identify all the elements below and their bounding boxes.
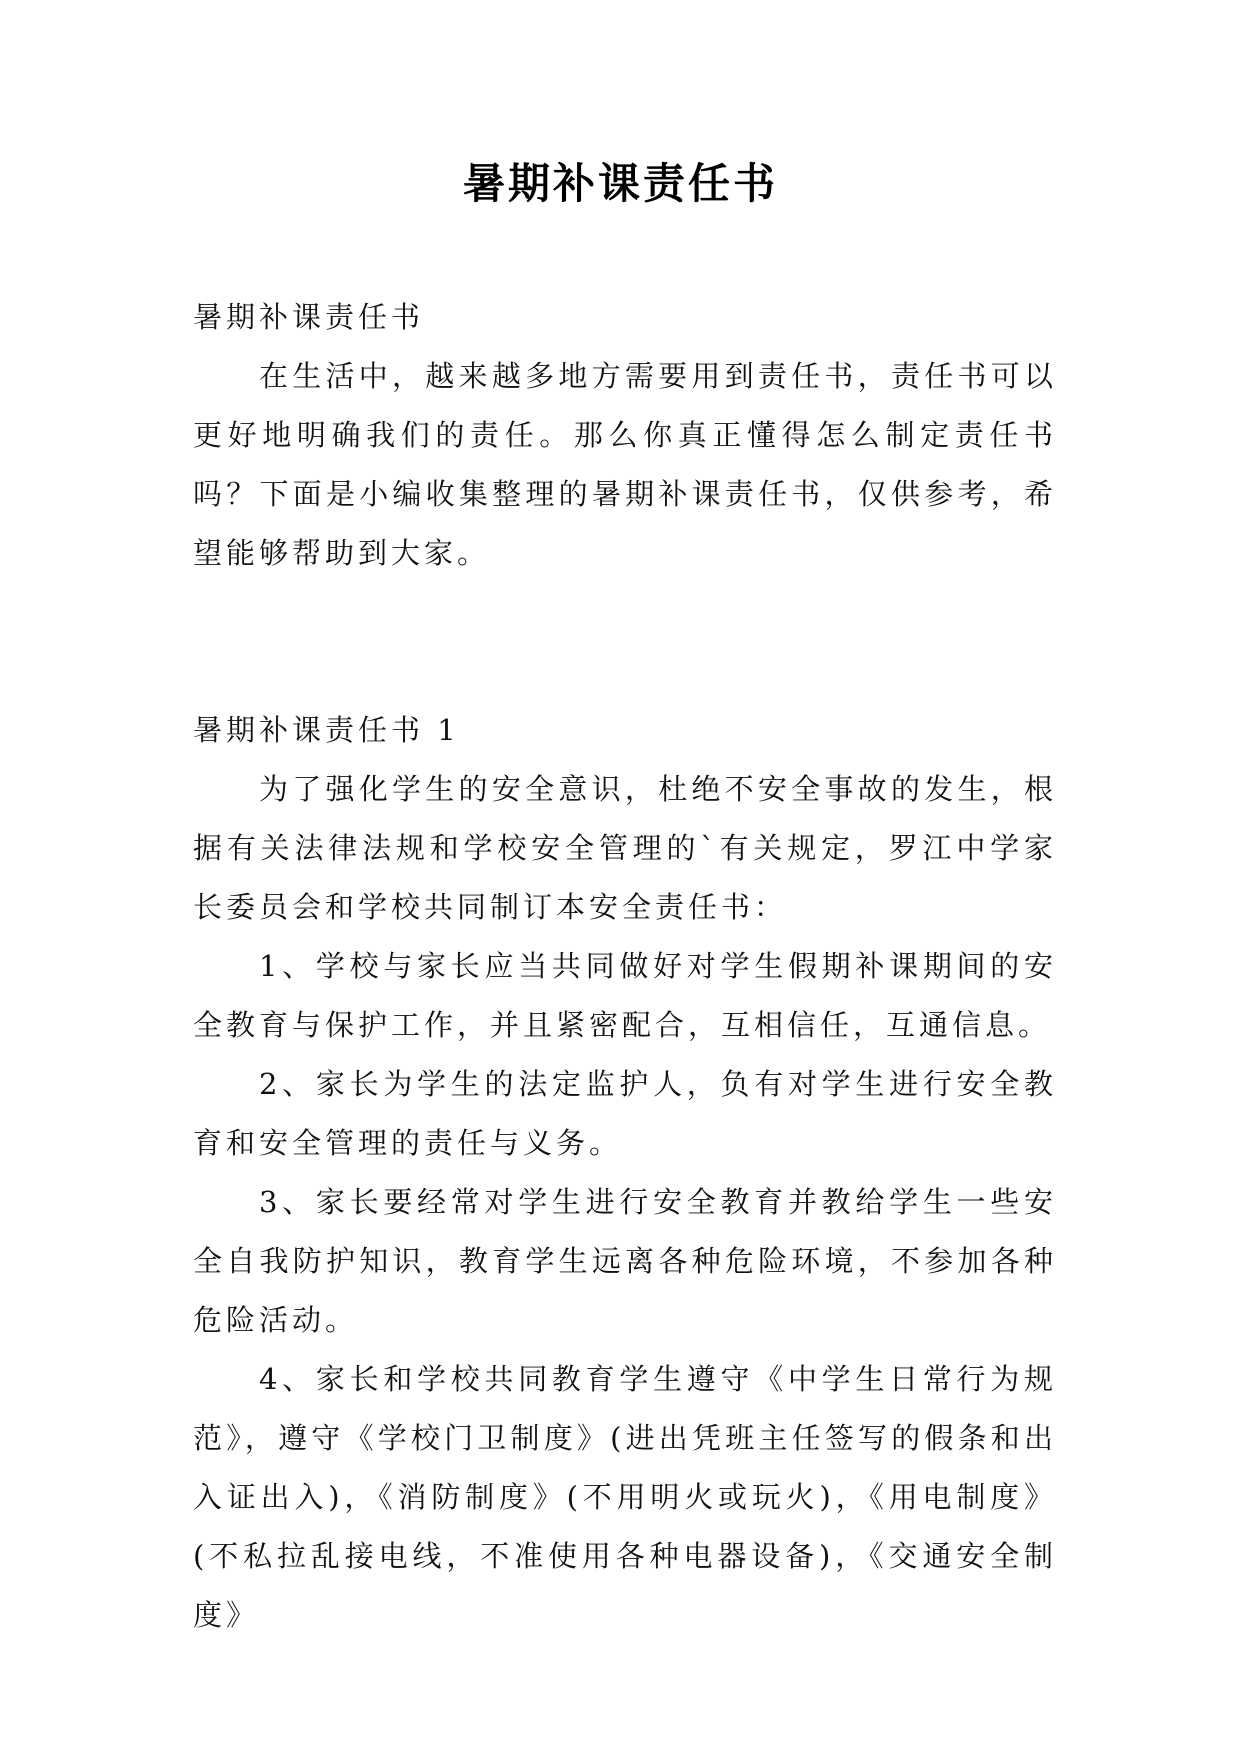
section-paragraph-item-1: 1、学校与家长应当共同做好对学生假期补课期间的安全教育与保护工作，并且紧密配合，互相信任，互通信息。 — [193, 949, 1057, 1042]
intro-heading: 暑期补课责任书 — [193, 300, 425, 334]
document-title: 暑期补课责任书 — [462, 159, 778, 208]
intro-paragraph: 在生活中，越来越多地方需要用到责任书，责任书可以更好地明确我们的责任。那么你真正懂得怎么制定责任书吗？下面是小编收集整理的暑期补课责任书，仅供参考，希望能够帮助到大家。 — [193, 359, 1057, 570]
section-paragraph-item-3: 3、家长要经常对学生进行安全教育并教给学生一些安全自我防护知识，教育学生远离各种危险环境，不参加各种危险活动。 — [193, 1185, 1057, 1337]
document-body — [193, 288, 1057, 1645]
section-heading: 暑期补课责任书 1 — [193, 713, 460, 747]
section-paragraph-item-2: 2、家长为学生的法定监护人，负有对学生进行安全教育和安全管理的责任与义务。 — [193, 1067, 1057, 1160]
section-paragraph-preamble: 为了强化学生的安全意识，杜绝不安全事故的发生，根据有关法律法规和学校安全管理的`有关规定，罗江中学家长委员会和学校共同制订本安全责任书： — [193, 772, 1057, 924]
section-paragraph-item-4: 4、家长和学校共同教育学生遵守《中学生日常行为规范》，遵守《学校门卫制度》(进出凭班主任签写的假条和出入证出入)，《消防制度》(不用明火或玩火)，《用电制度》(不私拉乱接电线，不准使用各种电器设备)，《交通安全制度》 — [193, 1362, 1057, 1632]
